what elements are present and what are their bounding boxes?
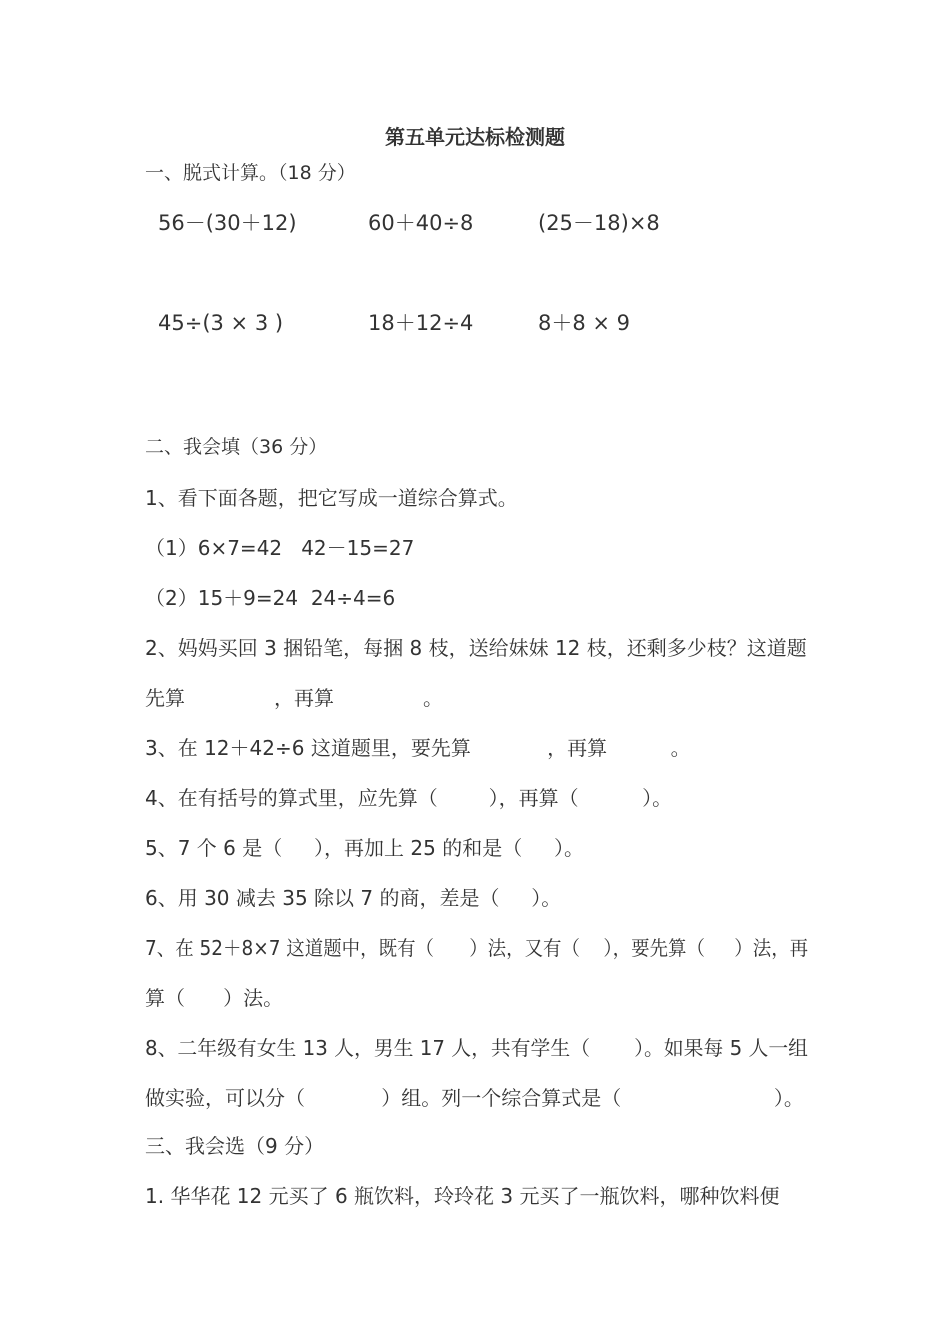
page-title: 第五单元达标检测题 xyxy=(385,125,565,149)
question-line: 1、看下面各题，把它写成一道综合算式。 xyxy=(145,486,518,510)
question-line: 7、在 52＋8×7 这道题中，既有（ ）法，又有（ ），要先算（ ）法，再 xyxy=(145,936,809,960)
question-line: （2）15＋9=24 24÷4=6 xyxy=(145,586,396,610)
expression: (25－18)×8 xyxy=(538,211,660,235)
expression: 45÷(3 × 3 ) xyxy=(158,311,284,335)
question-line: 5、7 个 6 是（ ），再加上 25 的和是（ ）。 xyxy=(145,836,584,860)
expression: 56－(30＋12) xyxy=(158,211,297,235)
question-line: 3、在 12＋42÷6 这道题里，要先算 ，再算 。 xyxy=(145,736,691,760)
expression: 8＋8 × 9 xyxy=(538,311,631,335)
question-line: 先算 ，再算 。 xyxy=(145,686,444,710)
question-line: 做实验，可以分（ ）组。列一个综合算式是（ ）。 xyxy=(145,1086,804,1110)
question-line: 8、二年级有女生 13 人，男生 17 人，共有学生（ ）。如果每 5 人一组 xyxy=(145,1036,808,1060)
section-2-heading: 二、我会填（36 分） xyxy=(145,436,328,458)
expression: 18＋12÷4 xyxy=(368,311,474,335)
question-line: 算（ ）法。 xyxy=(145,986,284,1010)
expression: 60＋40÷8 xyxy=(368,211,474,235)
section-3-heading: 三、我会选（9 分） xyxy=(145,1134,325,1158)
question-line: （1）6×7=42 42－15=27 xyxy=(145,536,415,560)
question-line: 2、妈妈买回 3 捆铅笔，每捆 8 枝，送给妹妹 12 枝，还剩多少枝？这道题 xyxy=(145,636,807,660)
question-line: 6、用 30 减去 35 除以 7 的商，差是（ ）。 xyxy=(145,886,562,910)
question-line: 4、在有括号的算式里，应先算（ ），再算（ ）。 xyxy=(145,786,673,810)
question-line: 1. 华华花 12 元买了 6 瓶饮料，玲玲花 3 元买了一瓶饮料，哪种饮料便 xyxy=(145,1184,780,1208)
section-1-heading: 一、脱式计算。（18 分） xyxy=(145,162,356,184)
